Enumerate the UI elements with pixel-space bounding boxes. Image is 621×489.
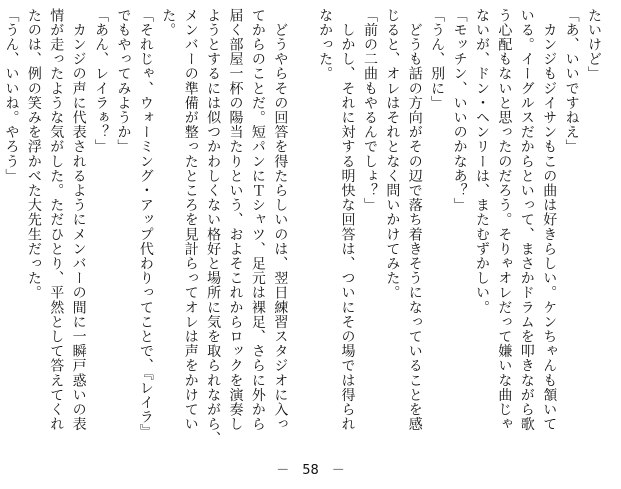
text-line: 「それじゃ、ウォーミング・アップ代わりってことで、『レイラ』 — [137, 8, 154, 439]
text-line: 届く部屋一杯の陽当たりという、およそこれからロックを演奏し — [227, 8, 244, 432]
text-line: どうやらその回答を得たらしいのは、翌日練習スタジオに入っ — [272, 8, 289, 432]
text-line: 「うん、別に」 — [429, 8, 446, 111]
text-line: 「あん、レイラぁ？」 — [93, 8, 110, 154]
text-line: じると、オレはそれとなく問いかけてみた。 — [384, 8, 401, 300]
text-line: メンバーの準備が整ったところを見計らってオレは声をかけてい — [182, 8, 199, 432]
text-line: 「あ、いいですねえ」 — [563, 8, 580, 154]
text-line: てからのことだ。短パンにＴシャツ、足元は裸足、さらに外から — [249, 8, 266, 432]
blank-line — [291, 8, 313, 446]
text-line: いる。イーグルスだからといって、まさかドラムを叩きながら歌 — [518, 8, 535, 432]
text-line: ようとするには似つかわしくない格好と場所に気を取られながら、 — [205, 8, 222, 446]
text-line: ないが、ドン・ヘンリーは、またむずかしい。 — [473, 8, 490, 315]
text-line: 「前の二曲もやるんでしょ？」 — [361, 8, 378, 213]
page-number: － 58 － — [276, 463, 345, 478]
text-line: 「うん、いいね。やろう」 — [3, 8, 20, 184]
text-line: たいけど」 — [586, 8, 602, 81]
text-line: た。 — [160, 8, 177, 38]
text-line: カンジもジイサンもこの曲は好きらしい。ケンちゃんも頷いて — [541, 8, 558, 432]
text-line: う心配もないと思ったのだろう。そりゃオレだって嫌いな曲じゃ — [496, 8, 513, 432]
text-line: 情が走ったような気がした。ただひとり、平然として答えてくれ — [48, 8, 65, 432]
text-line: なかった。 — [317, 8, 334, 81]
text-line: カンジの声に代表されるようにメンバーの間に一瞬戸惑いの表 — [70, 8, 87, 432]
vertical-text-body — [3, 8, 605, 446]
text-line: たのは、例の笑みを浮かべた大先生だった。 — [25, 8, 42, 300]
text-line: どうも話の方向がその辺で落ち着きそうになっていることを感 — [406, 8, 423, 432]
text-line: 「モッチン、いいのかなあ？」 — [451, 8, 468, 213]
text-line: でもやってみようか」 — [115, 8, 132, 154]
text-line: しかし、それに対する明快な回答は、ついにその場では得られ — [339, 8, 356, 432]
